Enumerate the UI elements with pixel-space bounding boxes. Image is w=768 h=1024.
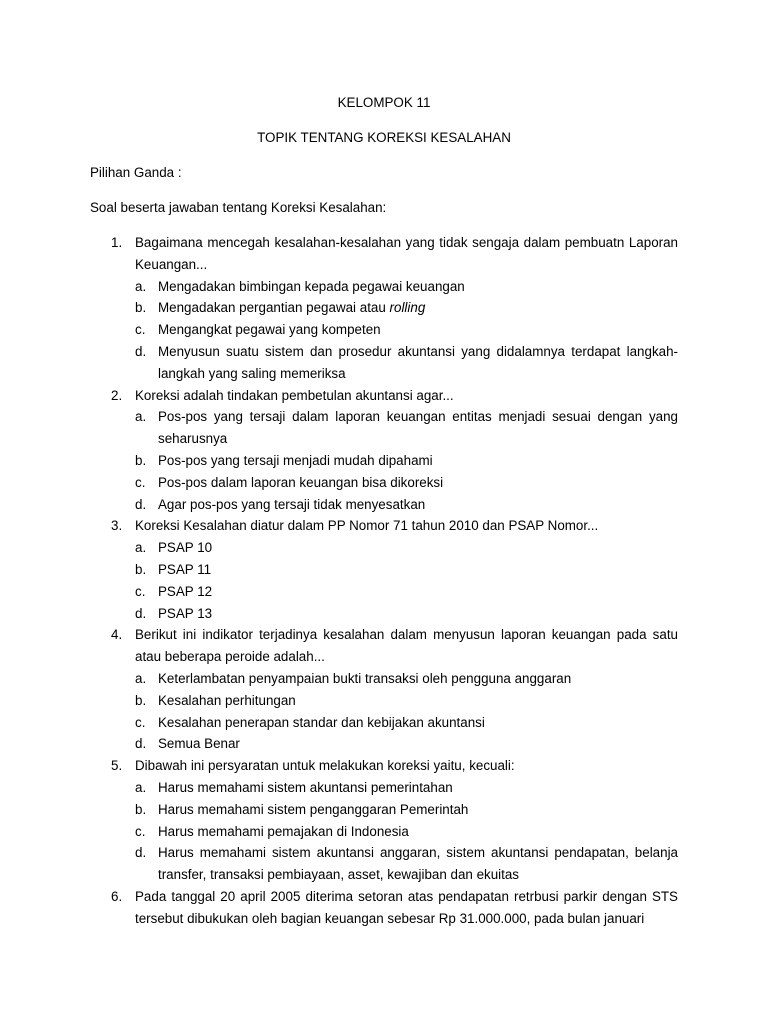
option-item — [0, 559, 678, 581]
option-item — [0, 297, 678, 319]
document-subtitle: TOPIK TENTANG KOREKSI KESALAHAN — [257, 130, 511, 145]
option-letter: d. — [135, 343, 147, 359]
question-item — [0, 755, 768, 886]
question-text: Dibawah ini persyaratan untuk melakukan koreksi yaitu, kecuali: — [135, 758, 515, 774]
section-intro: Soal beserta jawaban tentang Koreksi Kesalahan: — [90, 200, 387, 215]
document-title: KELOMPOK 11 — [337, 95, 431, 110]
option-text: Semua Benar — [158, 736, 240, 752]
question-text: Koreksi Kesalahan diatur dalam PP Nomor 71 tahun 2010 dan PSAP Nomor... — [135, 518, 599, 534]
option-text: PSAP 13 — [158, 605, 213, 621]
option-text: Agar pos-pos yang tersaji tidak menyesatkan — [158, 496, 426, 512]
option-text: Pos-pos yang tersaji menjadi mudah dipahami — [158, 452, 433, 468]
question-item — [0, 232, 768, 385]
option-item — [0, 276, 678, 298]
option-text: Keterlambatan penyampaian bukti transaksi oleh pengguna anggaran — [158, 670, 572, 686]
option-text: Kesalahan perhitungan — [158, 692, 296, 708]
option-letter: c. — [135, 714, 146, 730]
option-item — [0, 733, 678, 755]
option-item — [0, 842, 678, 886]
option-text: PSAP 11 — [158, 561, 212, 577]
question-item — [0, 886, 768, 930]
option-letter: c. — [135, 583, 146, 599]
option-item — [0, 537, 678, 559]
question-number: 5. — [111, 758, 123, 774]
option-text: Harus memahami pemajakan di Indonesia — [158, 823, 409, 839]
option-list — [0, 276, 768, 385]
option-item — [0, 690, 678, 712]
question-number: 2. — [111, 387, 123, 403]
option-emphasis: rolling — [389, 300, 426, 316]
option-list — [0, 777, 768, 886]
option-text: Menyusun suatu sistem dan prosedur akuntansi yang didalamnya terdapat langkah-langkah yang saling memeriksa — [158, 343, 678, 381]
option-text: Harus memahami sistem akuntansi pemerintahan — [158, 779, 453, 795]
option-letter: b. — [135, 452, 147, 468]
option-item — [0, 341, 678, 385]
question-text: Koreksi adalah tindakan pembetulan akuntansi agar... — [135, 387, 454, 403]
question-number: 1. — [111, 235, 123, 250]
option-letter: d. — [135, 736, 147, 752]
option-text: PSAP 12 — [158, 583, 213, 599]
option-item — [0, 494, 678, 516]
option-letter: d. — [135, 496, 147, 512]
option-item — [0, 472, 678, 494]
option-text: Mengadakan pergantian pegawai atau — [158, 300, 390, 316]
option-letter: c. — [135, 474, 146, 490]
option-item — [0, 712, 678, 734]
question-item — [0, 515, 768, 624]
option-letter: a. — [135, 779, 147, 795]
question-text: Berikut ini indikator terjadinya kesalahan dalam menyusun laporan keuangan pada satu atau beberapa peroide adalah... — [135, 627, 678, 665]
question-text: Pada tanggal 20 april 2005 diterima setoran atas pendapatan retrbusi parkir dengan STS tersebut dibukukan oleh bagian keuangan sebesar Rp 31.000.000, pada bulan januari — [135, 888, 678, 926]
option-item — [0, 406, 678, 450]
option-text: Harus memahami sistem akuntansi anggaran, sistem akuntansi pendapatan, belanja transfer, transaksi pembiayaan, asset, kewajiban dan ekuitas — [158, 845, 678, 883]
section-type-label: Pilihan Ganda : — [90, 165, 182, 180]
option-letter: a. — [135, 409, 147, 425]
question-number: 6. — [111, 888, 123, 904]
option-letter: c. — [135, 322, 146, 338]
option-item — [0, 581, 678, 603]
option-item — [0, 777, 678, 799]
option-letter: a. — [135, 670, 147, 686]
option-letter: b. — [135, 300, 147, 316]
option-list — [0, 668, 768, 755]
option-text: PSAP 10 — [158, 540, 213, 556]
question-number: 3. — [111, 518, 123, 534]
option-item — [0, 799, 678, 821]
option-item — [0, 821, 678, 843]
option-letter: a. — [135, 540, 147, 556]
question-item — [0, 624, 768, 755]
option-list — [0, 406, 768, 515]
option-text: Harus memahami sistem penganggaran Pemerintah — [158, 801, 469, 817]
option-item — [0, 668, 678, 690]
option-text: Pos-pos yang tersaji dalam laporan keuangan entitas menjadi sesuai dengan yang seharusnya — [158, 409, 678, 447]
option-letter: a. — [135, 278, 147, 294]
option-text: Mengangkat pegawai yang kompeten — [158, 322, 381, 338]
question-list — [0, 232, 768, 930]
option-letter: c. — [135, 823, 146, 839]
option-text: Mengadakan bimbingan kepada pegawai keuangan — [158, 278, 465, 294]
option-letter: d. — [135, 605, 147, 621]
question-text: Bagaimana mencegah kesalahan-kesalahan yang tidak sengaja dalam pembuatn Laporan Keuangan... — [135, 235, 678, 272]
question-item — [0, 385, 768, 516]
option-text: Pos-pos dalam laporan keuangan bisa dikoreksi — [158, 474, 444, 490]
option-item — [0, 603, 678, 625]
question-number: 4. — [111, 627, 123, 643]
option-list — [0, 537, 768, 624]
option-letter: b. — [135, 692, 147, 708]
option-text: Kesalahan penerapan standar dan kebijakan akuntansi — [158, 714, 485, 730]
option-item — [0, 450, 678, 472]
option-text-container — [158, 297, 678, 319]
option-letter: b. — [135, 561, 147, 577]
option-letter: d. — [135, 845, 147, 861]
option-item — [0, 319, 678, 341]
option-letter: b. — [135, 801, 147, 817]
